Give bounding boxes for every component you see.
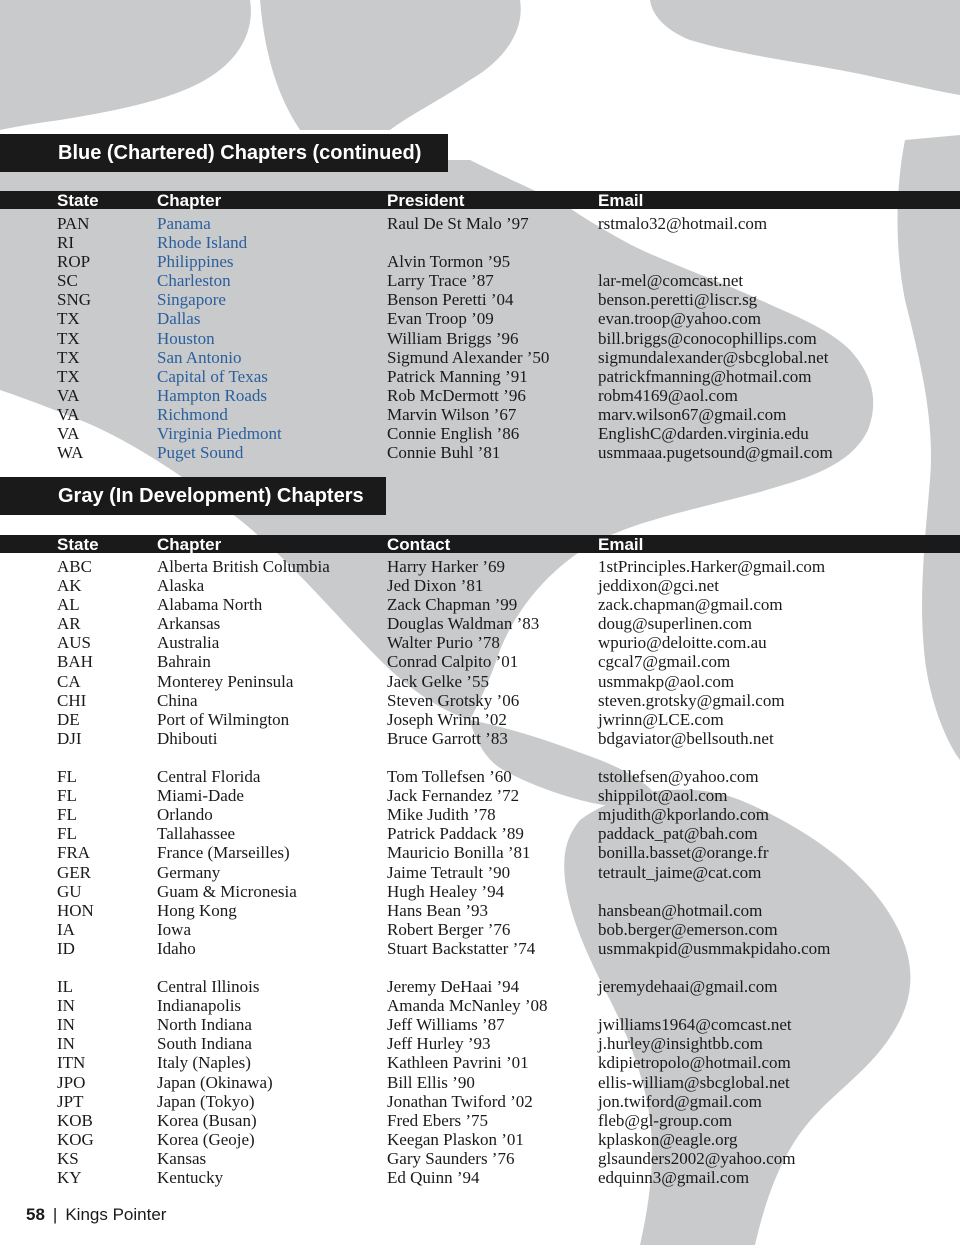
email-cell: jeddixon@gci.net [598,576,719,596]
email-cell: rstmalo32@hotmail.com [598,214,768,233]
state-cell: DE [57,709,80,729]
table-row [0,710,960,729]
state-cell: KY [57,1168,82,1187]
header-state: State [57,191,99,210]
email-cell: bdgaviator@bellsouth.net [598,728,774,748]
table-row [0,1073,960,1092]
person-cell: Connie Buhl ’81 [387,443,501,463]
table-row [0,901,960,920]
email-cell: steven.grotsky@gmail.com [598,690,785,710]
email-cell: bill.briggs@conocophillips.com [598,328,817,348]
table-row [0,1130,960,1149]
email-cell: sigmundalexander@sbcglobal.net [598,347,829,367]
state-cell: TX [57,328,80,348]
chapter-cell: Japan (Tokyo) [157,1091,255,1111]
chapter-cell: Monterey Peninsula [157,671,294,691]
table-row [0,1168,960,1187]
person-cell: Alvin Tormon ’95 [387,252,511,272]
chapter-cell: Korea (Busan) [157,1110,257,1130]
person-cell: Mauricio Bonilla ’81 [387,843,531,863]
person-cell: Jed Dixon ’81 [387,576,484,596]
footer-separator: | [52,1205,58,1224]
table-row [0,443,960,462]
person-cell: Joseph Wrinn ’02 [387,709,507,729]
table-row [0,348,960,367]
table-row [0,1092,960,1111]
state-cell: VA [57,404,80,424]
chapter-cell: Kansas [157,1148,207,1168]
chapter-cell: Bahrain [157,652,211,672]
table-row [0,1053,960,1072]
state-cell: KOG [57,1129,94,1149]
table-row [0,557,960,576]
state-cell: AK [57,576,82,596]
table-row [0,843,960,862]
chapter-cell: Iowa [157,919,191,939]
table-row [0,271,960,290]
email-cell: EnglishC@darden.virginia.edu [598,424,809,444]
person-cell: Hans Bean ’93 [387,900,489,920]
chapter-cell: Tallahassee [157,824,236,844]
email-cell: robm4169@aol.com [598,385,738,405]
person-cell: Mike Judith ’78 [387,805,496,825]
table-row [0,939,960,958]
chapter-cell: Alabama North [157,595,263,615]
header-president: President [387,191,465,210]
email-cell: usmmakpid@usmmakpidaho.com [598,938,831,958]
person-cell: Evan Troop ’09 [387,309,494,329]
email-cell: 1stPrinciples.Harker@gmail.com [598,557,826,576]
person-cell: Amanda McNanley ’08 [387,996,548,1016]
email-cell: bonilla.basset@orange.fr [598,843,769,863]
state-cell: TX [57,347,80,367]
email-cell: wpurio@deloitte.com.au [598,633,767,653]
table-row [0,882,960,901]
email-cell: cgcal7@gmail.com [598,652,731,672]
state-cell: GU [57,881,82,901]
state-cell: IN [57,1034,75,1054]
chapter-cell: Port of Wilmington [157,709,290,729]
email-cell: evan.troop@yahoo.com [598,309,761,329]
table-row [0,805,960,824]
table-row [0,958,960,977]
table-row [0,329,960,348]
person-cell: Hugh Healey ’94 [387,881,505,901]
header-chapter: Chapter [157,191,222,210]
state-cell: AL [57,595,80,615]
table-row [0,977,960,996]
state-cell: IA [57,919,75,939]
person-cell: Patrick Manning ’91 [387,366,528,386]
table-row [0,214,960,233]
email-cell: kplaskon@eagle.org [598,1129,738,1149]
chapter-cell: North Indiana [157,1015,252,1035]
blue-table-header [0,191,960,209]
table-row [0,767,960,786]
state-cell: AR [57,614,81,634]
email-cell: glsaunders2002@yahoo.com [598,1148,796,1168]
chapter-link[interactable]: Houston [157,328,215,348]
chapter-cell: Dhibouti [157,728,218,748]
person-cell: Walter Purio ’78 [387,633,500,653]
email-cell: patrickfmanning@hotmail.com [598,366,812,386]
person-cell: Jeremy DeHaai ’94 [387,977,520,997]
header-state: State [57,535,99,554]
state-cell: IL [57,977,74,997]
person-cell: Patrick Paddack ’89 [387,824,524,844]
chapter-cell: Italy (Naples) [157,1053,251,1073]
state-cell: TX [57,309,80,329]
chapter-cell: China [157,690,198,710]
table-row [0,252,960,271]
chapter-link[interactable]: Dallas [157,309,201,329]
email-cell: shippilot@aol.com [598,786,728,806]
person-cell: Jeff Williams ’87 [387,1015,505,1035]
chapter-cell: Orlando [157,805,213,825]
table-row [0,309,960,328]
email-cell: paddack_pat@bah.com [598,824,758,844]
state-cell: VA [57,424,80,444]
state-cell: VA [57,385,80,405]
person-cell: Fred Ebers ’75 [387,1110,489,1130]
email-cell: jwilliams1964@comcast.net [598,1015,792,1035]
table-row [0,290,960,309]
map-landmass-northwest [0,0,251,130]
blue-chapters-table [0,214,960,462]
email-cell: jeremydehaai@gmail.com [598,977,778,997]
chapter-cell: Guam & Micronesia [157,881,297,901]
person-cell: Jack Gelke ’55 [387,671,489,691]
state-cell: TX [57,366,80,386]
state-cell: FL [57,786,77,806]
email-cell: edquinn3@gmail.com [598,1168,750,1187]
chapter-cell: Indianapolis [157,996,242,1016]
blue-section-title: Blue (Chartered) Chapters (continued) [0,134,448,172]
state-cell: ITN [57,1053,86,1073]
state-cell: AUS [57,633,92,653]
state-cell: IN [57,1015,75,1035]
page-number: 58 [26,1205,45,1224]
state-cell: CA [57,671,81,691]
person-cell: Jack Fernandez ’72 [387,786,520,806]
state-cell: JPT [57,1091,84,1111]
map-landmass-greenland [260,0,521,130]
table-row [0,424,960,443]
state-cell: DJI [57,728,82,748]
person-cell: Jeff Hurley ’93 [387,1034,491,1054]
state-cell: JPO [57,1072,86,1092]
chapter-cell: Arkansas [157,614,221,634]
chapter-link[interactable]: Virginia Piedmont [157,424,282,444]
state-cell: FL [57,824,77,844]
table-row [0,614,960,633]
chapter-link[interactable]: Hampton Roads [157,385,268,405]
email-cell: mjudith@kporlando.com [598,805,769,825]
table-row [0,1111,960,1130]
person-cell: Rob McDermott ’96 [387,385,526,405]
person-cell: Sigmund Alexander ’50 [387,347,550,367]
chapter-link[interactable]: Panama [157,214,211,233]
state-cell: CHI [57,690,87,710]
state-cell: WA [57,443,84,463]
chapter-link[interactable]: Puget Sound [157,443,244,463]
person-cell: Keegan Plaskon ’01 [387,1129,524,1149]
table-row [0,386,960,405]
email-cell: bob.berger@emerson.com [598,919,778,939]
email-cell: marv.wilson67@gmail.com [598,404,787,424]
state-cell: KS [57,1148,79,1168]
chapter-link[interactable]: San Antonio [157,347,242,367]
chapter-cell: Japan (Okinawa) [157,1072,273,1092]
table-row [0,652,960,671]
person-cell: Raul De St Malo ’97 [387,214,529,233]
person-cell: Gary Saunders ’76 [387,1148,515,1168]
header-email: Email [598,535,644,554]
table-row [0,729,960,748]
state-cell: BAH [57,652,93,672]
person-cell: William Briggs ’96 [387,328,519,348]
person-cell: Stuart Backstatter ’74 [387,938,536,958]
person-cell: Marvin Wilson ’67 [387,404,517,424]
email-cell: hansbean@hotmail.com [598,900,763,920]
table-row [0,233,960,252]
chapter-link[interactable]: Singapore [157,290,226,310]
person-cell: Tom Tollefsen ’60 [387,767,512,787]
state-cell: PAN [57,214,90,233]
chapter-cell: Central Illinois [157,977,260,997]
email-cell: tstollefsen@yahoo.com [598,767,759,787]
email-cell: jwrinn@LCE.com [598,709,724,729]
person-cell: Jonathan Twiford ’02 [387,1091,533,1111]
table-row [0,824,960,843]
person-cell: Ed Quinn ’94 [387,1168,480,1187]
state-cell: ID [57,938,75,958]
table-row [0,996,960,1015]
chapter-cell: Alberta British Columbia [157,557,330,576]
email-cell: kdipietropolo@hotmail.com [598,1053,791,1073]
chapter-cell: Hong Kong [157,900,237,920]
email-cell: benson.peretti@liscr.sg [598,290,758,310]
email-cell: j.hurley@insightbb.com [598,1034,763,1054]
page-footer [26,1205,166,1225]
person-cell: Robert Berger ’76 [387,919,511,939]
table-row [0,786,960,805]
state-cell: GER [57,862,91,882]
chapter-cell: Alaska [157,576,205,596]
table-row [0,1015,960,1034]
table-row [0,367,960,386]
table-row [0,748,960,767]
table-row [0,691,960,710]
state-cell: FRA [57,843,91,863]
table-row [0,1149,960,1168]
gray-table-header [0,535,960,553]
email-cell: zack.chapman@gmail.com [598,595,783,615]
map-landmass-northeast [650,0,960,95]
chapter-cell: Australia [157,633,220,653]
state-cell: HON [57,900,94,920]
chapter-link[interactable]: Capital of Texas [157,366,268,386]
table-row [0,1034,960,1053]
state-cell: FL [57,767,77,787]
publication-name: Kings Pointer [65,1205,167,1224]
email-cell: jon.twiford@gmail.com [598,1091,762,1111]
header-email: Email [598,191,644,210]
chapter-cell: Korea (Geoje) [157,1129,255,1149]
person-cell: Douglas Waldman ’83 [387,614,540,634]
table-row [0,672,960,691]
chapter-link[interactable]: Charleston [157,271,231,291]
chapter-cell: Kentucky [157,1168,224,1187]
table-row [0,863,960,882]
email-cell: fleb@gl-group.com [598,1110,733,1130]
gray-section-title: Gray (In Development) Chapters [0,477,386,515]
chapter-cell: Miami-Dade [157,786,244,806]
person-cell: Jaime Tetrault ’90 [387,862,511,882]
chapter-cell: South Indiana [157,1034,252,1054]
email-cell: doug@superlinen.com [598,614,752,634]
person-cell: Conrad Calpito ’01 [387,652,519,672]
person-cell: Harry Harker ’69 [387,557,505,576]
person-cell: Bruce Garrott ’83 [387,728,508,748]
table-row [0,633,960,652]
state-cell: KOB [57,1110,93,1130]
table-row [0,595,960,614]
email-cell: lar-mel@comcast.net [598,271,744,291]
chapter-cell: Idaho [157,938,196,958]
header-contact: Contact [387,535,451,554]
state-cell: RI [57,233,74,253]
state-cell: ABC [57,557,92,576]
email-cell: tetrault_jaime@cat.com [598,862,762,882]
header-chapter: Chapter [157,535,222,554]
table-row [0,920,960,939]
chapter-cell: France (Marseilles) [157,843,290,863]
state-cell: IN [57,996,75,1016]
table-row [0,576,960,595]
person-cell: Benson Peretti ’04 [387,290,514,310]
person-cell: Kathleen Pavrini ’01 [387,1053,529,1073]
person-cell: Zack Chapman ’99 [387,595,518,615]
person-cell: Bill Ellis ’90 [387,1072,475,1092]
chapter-link[interactable]: Richmond [157,404,228,424]
state-cell: FL [57,805,77,825]
person-cell: Connie English ’86 [387,424,520,444]
person-cell: Steven Grotsky ’06 [387,690,520,710]
table-row [0,405,960,424]
person-cell: Larry Trace ’87 [387,271,494,291]
chapter-link[interactable]: Rhode Island [157,233,248,253]
email-cell: ellis-william@sbcglobal.net [598,1072,790,1092]
email-cell: usmmakp@aol.com [598,671,735,691]
email-cell: usmmaaa.pugetsound@gmail.com [598,443,833,463]
state-cell: SC [57,271,78,291]
chapter-cell: Central Florida [157,767,261,787]
gray-chapters-table [0,557,960,1187]
chapter-cell: Germany [157,862,221,882]
chapter-link[interactable]: Philippines [157,252,234,272]
state-cell: ROP [57,252,91,272]
state-cell: SNG [57,290,92,310]
